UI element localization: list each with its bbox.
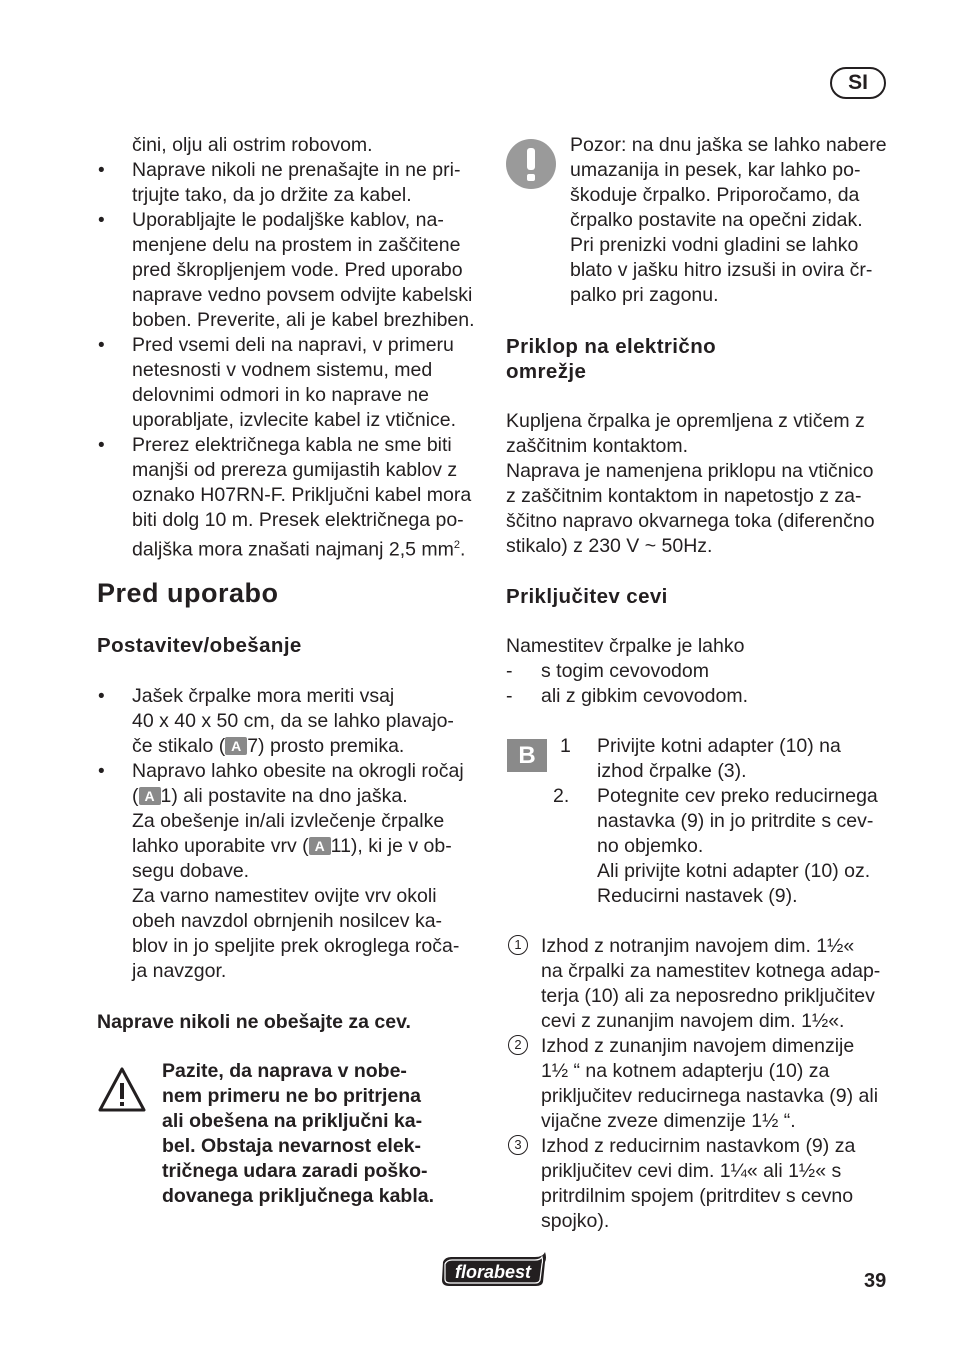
outlet-line: Izhod z notranjim navojem dim. 1½« (541, 935, 855, 957)
section-heading-hose: Priključitev cevi (506, 585, 668, 608)
step-line: Privijte kotni adapter (10) na (597, 735, 841, 757)
outlet-line: Izhod z reducirnim nastavkom (9) za (541, 1135, 856, 1157)
bullet-line: trjujte tako, da jo držite za kabel. (132, 184, 412, 206)
step-line: Ali privijte kotni adapter (10) oz. (597, 860, 871, 882)
power-text-line: Kupljena črpalka je opremljena z vtičem z (506, 410, 865, 432)
power-text-line: stikalo) z 230 V ~ 50Hz. (506, 535, 713, 557)
step-line: Reducirni nastavek (9). (597, 885, 798, 907)
dash-item: s togim cevovodom (541, 660, 709, 682)
figure-b-badge: B (507, 739, 547, 772)
circled-number: 3 (508, 1135, 528, 1155)
page-number: 39 (864, 1270, 887, 1292)
florabest-logo (439, 1248, 551, 1288)
caution-line: umazanija in pesek, kar lahko po- (570, 159, 861, 181)
outlet-line: Izhod z zunanjim navojem dimenzije (541, 1035, 855, 1057)
circled-number: 2 (508, 1035, 528, 1055)
bullet-line: uporabljate, izvlecite kabel iz vtičnice. (132, 409, 457, 431)
outlet-line: pritrdilnim spojem (pritrditev s cevno (541, 1185, 854, 1207)
svg-text:florabest: florabest (454, 1262, 532, 1282)
warning-line: bel. Obstaja nevarnost elek- (162, 1135, 422, 1157)
outlet-line: spojko). (541, 1210, 610, 1232)
bullet-line: netesnosti v vodnem sistemu, med (132, 359, 433, 381)
bullet-line: delovnimi odmori in ko naprave ne (132, 384, 429, 406)
hose-intro: Namestitev črpalke je lahko (506, 635, 745, 657)
power-text-line: z zaščitnim kontaktom in napetostjo z za- (506, 485, 862, 507)
outlet-line: priključitev reducirnega nastavka (9) ali (541, 1085, 879, 1107)
bullet-line: Prerez električnega kabla ne sme biti (132, 434, 452, 456)
outlet-line: vijačne zveze dimenzije 1½ “. (541, 1110, 796, 1132)
power-text-line: Naprava je namenjena priklopu na vtičnico (506, 460, 874, 482)
step-line: no objemko. (597, 835, 704, 857)
outlet-line: terja (10) ali za neposredno priključitev (541, 985, 875, 1007)
bullet-line: oznako H07RN-F. Priključni kabel mora (132, 484, 472, 506)
section-heading-power: omrežje (506, 360, 587, 383)
section-heading: Pred uporabo (97, 578, 279, 608)
bullet-line: Za varno namestitev ovijte vrv okoli (132, 885, 437, 907)
continued-line: čini, olju ali ostrim robovom. (132, 134, 373, 156)
bullet-line: biti dolg 10 m. Presek električnega po- (132, 509, 464, 531)
step-line: Potegnite cev preko reducirnega (597, 785, 878, 807)
bullet-line: Uporabljajte le podaljške kablov, na- (132, 209, 444, 231)
outlet-line: 1½ “ na kotnem adapterju (10) za (541, 1060, 830, 1082)
bullet-line: ( A 1) ali postavite na dno jaška. (132, 785, 408, 807)
caution-line: blato v jašku hitro izsuši in ovira čr- (570, 259, 873, 281)
step-number: 1 (560, 735, 571, 757)
figure-a-badge: A (225, 737, 247, 755)
bullet-dot: • (98, 686, 105, 707)
figure-a-badge: A (139, 787, 161, 805)
step-line: izhod črpalke (3). (597, 760, 747, 782)
bullet-line: če stikalo ( A 7) prosto premika. (132, 735, 405, 757)
warning-line: dovanega priključnega kabla. (162, 1185, 435, 1207)
caution-line: palko pri zagonu. (570, 284, 719, 306)
caution-line: črpalko postavite na opečni zidak. (570, 209, 863, 231)
bullet-line: lahko uporabite vrv ( A 11), ki je v ob- (132, 835, 452, 857)
bullet-dot: • (98, 435, 105, 456)
bullet-line: ja navzgor. (132, 960, 227, 982)
caution-line: škoduje črpalko. Priporočamo, da (570, 184, 860, 206)
bullet-dot: • (98, 761, 105, 782)
caution-line: Pozor: na dnu jaška se lahko nabere (570, 134, 887, 156)
caution-line: Pri prenizki vodni gladini se lahko (570, 234, 859, 256)
dash-marker: - (506, 660, 513, 682)
dash-item: ali z gibkim cevovodom. (541, 685, 748, 707)
bullet-line: 40 x 40 x 50 cm, da se lahko plavajo- (132, 710, 454, 732)
warning-line: tričnega udara zaradi poško- (162, 1160, 428, 1182)
circled-number: 1 (508, 935, 528, 955)
step-line: nastavka (9) in jo pritrdite s cev- (597, 810, 874, 832)
bullet-dot: • (98, 335, 105, 356)
warning-line: ali obešena na priključni ka- (162, 1110, 423, 1132)
bullet-line: segu dobave. (132, 860, 250, 882)
caution-exclamation-icon (506, 139, 556, 189)
bullet-line: boben. Preverite, ali je kabel brezhiben. (132, 309, 475, 331)
bullet-line: Za obešenje in/ali izvlečenje črpalke (132, 810, 445, 832)
bullet-line: Napravo lahko obesite na okrogli ročaj (132, 760, 464, 782)
bullet-line: pred škropljenjem vode. Pred uporabo (132, 259, 463, 281)
language-badge: SI (830, 67, 886, 99)
bullet-line: Jašek črpalke mora meriti vsaj (132, 685, 395, 707)
bullet-line: menjene delu na prostem in zaščitene (132, 234, 461, 256)
bullet-line: blov in jo speljite prek okroglega roča- (132, 935, 460, 957)
outlet-line: na črpalki za namestitev kotnega adap- (541, 960, 881, 982)
warning-line: Pazite, da naprava v nobe- (162, 1060, 407, 1082)
bullet-line: Naprave nikoli ne prenašajte in ne pri- (132, 159, 461, 181)
bullet-dot: • (98, 160, 105, 181)
dash-marker: - (506, 685, 513, 707)
outlet-line: cevi z zunanjim navojem dim. 1½«. (541, 1010, 845, 1032)
power-text-line: ščitno napravo okvarnega toka (diferenčno (506, 510, 875, 532)
bold-note: Naprave nikoli ne obešajte za cev. (97, 1011, 411, 1033)
outlet-line: priključitev cevi dim. 1¼« ali 1½« s (541, 1160, 842, 1182)
subsection-heading: Postavitev/obešanje (97, 634, 302, 657)
power-text-line: zaščitnim kontaktom. (506, 435, 689, 457)
bullet-dot: • (98, 210, 105, 231)
bullet-line: obeh navzdol obrnjenih nosilcev ka- (132, 910, 443, 932)
bullet-line: Pred vsemi deli na napravi, v primeru (132, 334, 454, 356)
step-number: 2. (553, 785, 570, 807)
figure-a-badge: A (309, 837, 331, 855)
warning-line: nem primeru ne bo pritrjena (162, 1085, 421, 1107)
bullet-line: daljška mora znašati najmanj 2,5 $mm^2$. (132, 538, 466, 561)
warning-triangle-icon (98, 1066, 146, 1114)
section-heading-power: Priklop na električno (506, 335, 717, 358)
bullet-line: naprave vedno povsem odvijte kabelski (132, 284, 473, 306)
bullet-line: manjši od prereza gumijastih kablov z (132, 459, 458, 481)
